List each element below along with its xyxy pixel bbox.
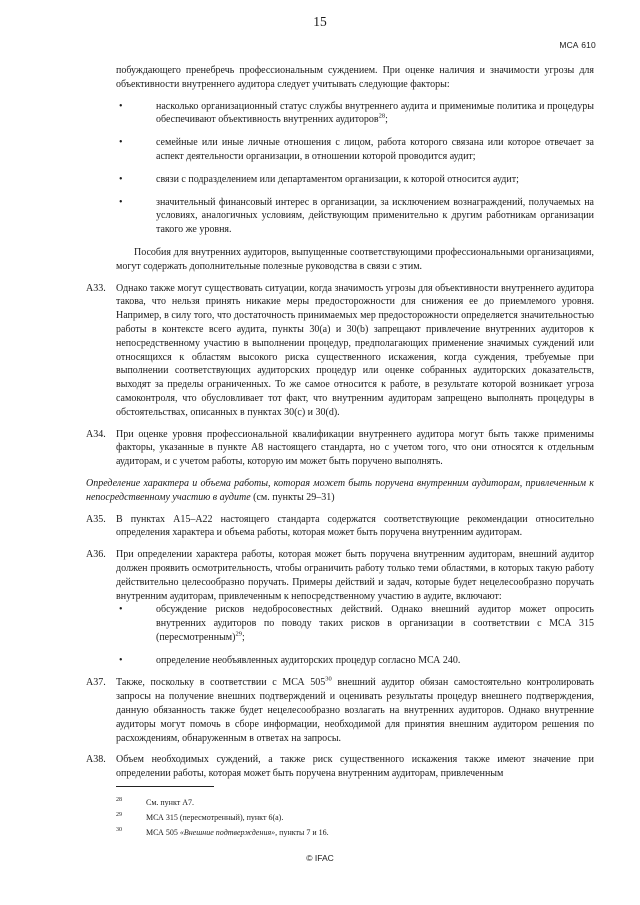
footnotes bbox=[116, 795, 594, 840]
factors-list bbox=[116, 100, 594, 237]
footnote-number: 30 bbox=[116, 827, 122, 833]
section-heading: Определение характера и объема работы, которая может быть поручена внутренним аудиторам, привлеченным к непосредственному участию в аудите (см. пункты 29–31) bbox=[86, 477, 594, 503]
bullet-icon: • bbox=[119, 654, 123, 666]
footnote: 30 МСА 505 «Внешние подтверждения», пункты 7 и 16. bbox=[116, 825, 594, 840]
footnote-ref[interactable]: 30 bbox=[325, 676, 332, 684]
intro-paragraph: побуждающего пренебречь профессиональным суждением. При оценке наличия и значимости угрозы для объективности внутреннего аудитора следует учитывать следующие факторы: bbox=[116, 65, 594, 90]
footnote-ref[interactable]: 29 bbox=[235, 630, 242, 638]
footnote-ref[interactable]: 28 bbox=[378, 113, 386, 121]
list-item: • обсуждение рисков недобросовестных действий. Однако внешний аудитор может опросить внутренних аудиторов по поводу таких рисков в организации в соответствии с МСА 315 (пересмотренным)$^{29}$; bbox=[119, 604, 594, 643]
list-item: • связи с подразделением или департаментом организации, к которой относится аудит; bbox=[119, 173, 519, 185]
paragraph-number: A33. bbox=[86, 282, 106, 294]
standard-code: МСА 610 bbox=[559, 40, 596, 50]
bullet-icon: • bbox=[119, 137, 123, 149]
bullet-icon: • bbox=[119, 100, 123, 112]
bullet-icon: • bbox=[119, 173, 123, 185]
paragraph-number: A37. bbox=[86, 677, 106, 689]
paragraph-a38 bbox=[86, 753, 594, 781]
paragraph-a34 bbox=[86, 428, 594, 469]
paragraph-number: A38. bbox=[86, 754, 106, 766]
closing-paragraph: Пособия для внутренних аудиторов, выпущенные соответствующими профессиональными организациями, могут содержать дополнительные полезные руководства в связи с этим. bbox=[116, 246, 594, 272]
page-number: 15 bbox=[313, 14, 327, 29]
paragraph-a33 bbox=[86, 282, 594, 420]
paragraph-number: A36. bbox=[86, 549, 106, 561]
paragraph-text: В пунктах A15–A22 настоящего стандарта содержатся соответствующие рекомендации относительно определения характера и объема работы, которая может быть поручена внутренним аудиторам. bbox=[116, 513, 594, 539]
paragraph-text: При определении характера работы, которая может быть поручена внутренним аудиторам, внешний аудитор должен проявить осмотрительность, чтобы ограничить работу только теми областями, в которых такую работу действительно целесообразно поручать. Примеры действий и задач, которые будет нецелесообразно поручать внутренним аудиторам, привлеченным к непосредственному участию в аудите, включают: bbox=[116, 549, 594, 602]
list-item: • насколько организационный статус службы внутреннего аудита и применимые политика и процедуры обеспечивают объективность внутренних аудиторов$^{28}$; bbox=[119, 100, 594, 126]
paragraph-number: A34. bbox=[86, 428, 106, 440]
paragraph-a37: A37. Также, поскольку в соответствии с МСА $505^{30}$ внешний аудитор обязан самостоятельно контролировать запросы на получение внешних подтверждений и оценивать результаты процедур внешнего подтверждения, данную обязанность также будет нецелесообразно возлагать на внутренних аудиторов. Однако внутренние аудиторы могут помочь в сборе информации, необходимой для принятия внешним аудитором решения по расхождениям, обнаруженным в ответах на запросы. bbox=[86, 676, 594, 744]
section-reference: (см. пункты 29–31) bbox=[250, 491, 335, 503]
bullet-icon: • bbox=[119, 196, 123, 208]
bullet-icon: • bbox=[119, 604, 123, 616]
paragraph-number: A35. bbox=[86, 513, 106, 525]
paragraph-a36 bbox=[86, 548, 594, 667]
page-body bbox=[86, 64, 594, 789]
list-item: • значительный финансовый интерес в организации, за исключением вознаграждений, получаемых на условиях, аналогичных условиям, действующим применительно к другим работникам организации такого же уровня. bbox=[119, 196, 594, 236]
footnote-divider bbox=[116, 786, 214, 787]
footnote-number: 29 bbox=[116, 812, 122, 818]
list-item: • определение необъявленных аудиторских процедур согласно МСА 240. bbox=[119, 654, 461, 666]
paragraph-text: При оценке уровня профессиональной квалификации внутреннего аудитора могут быть также применимы факторы, указанные в пункте A8 настоящего стандарта, но с учетом того, что они относятся к отдельным аудиторам, и с учетом работы, которую им может быть поручено выполнять. bbox=[116, 428, 594, 468]
examples-list bbox=[116, 603, 594, 667]
footnote: 28 См. пункт A7. bbox=[116, 795, 594, 810]
paragraph-text: Однако также могут существовать ситуации, когда значимость угрозы для объективности внутреннего аудитора такова, что нельзя принять никакие меры предосторожности для снижения ее до приемлемого уровня. Например, в силу того, что достаточность принимаемых мер предосторожности определяется значительностью работы в контексте всего аудита, пункты 30(a) и 30(b) запрещают привлечение внутренних аудиторов к непосредственному участию в выполнении процедур, предполагающих применение значимых суждений или относящихся к областям высокого риска существенного искажения, когда суждения, требуемые при выполнении соответствующих аудиторских процедур или оценке собранных аудиторских доказательств, выходят за пределы ограниченных. То же самое относится к работе, в результате которой возникает угроза самоконтроля, что обусловливает тот факт, что внутренним аудиторам запрещено выполнять процедуры в обстоятельствах, описанных в пунктах 30(c) и 30(d). bbox=[116, 282, 594, 418]
list-item: • семейные или иные личные отношения с лицом, работа которого связана или которое отвечает за аспект деятельности организации, в отношении которой проводится аудит; bbox=[119, 137, 594, 162]
footnote: 29 МСА 315 (пересмотренный), пункт 6(a). bbox=[116, 810, 594, 825]
copyright-footer: © IFAC bbox=[306, 853, 334, 863]
paragraph-a35 bbox=[86, 513, 594, 541]
paragraph-text: Объем необходимых суждений, а также риск существенного искажения также имеют значение при определении работы, которая может быть поручена внутренним аудиторам, привлеченным bbox=[116, 754, 594, 780]
footnote-number: 28 bbox=[116, 797, 122, 803]
